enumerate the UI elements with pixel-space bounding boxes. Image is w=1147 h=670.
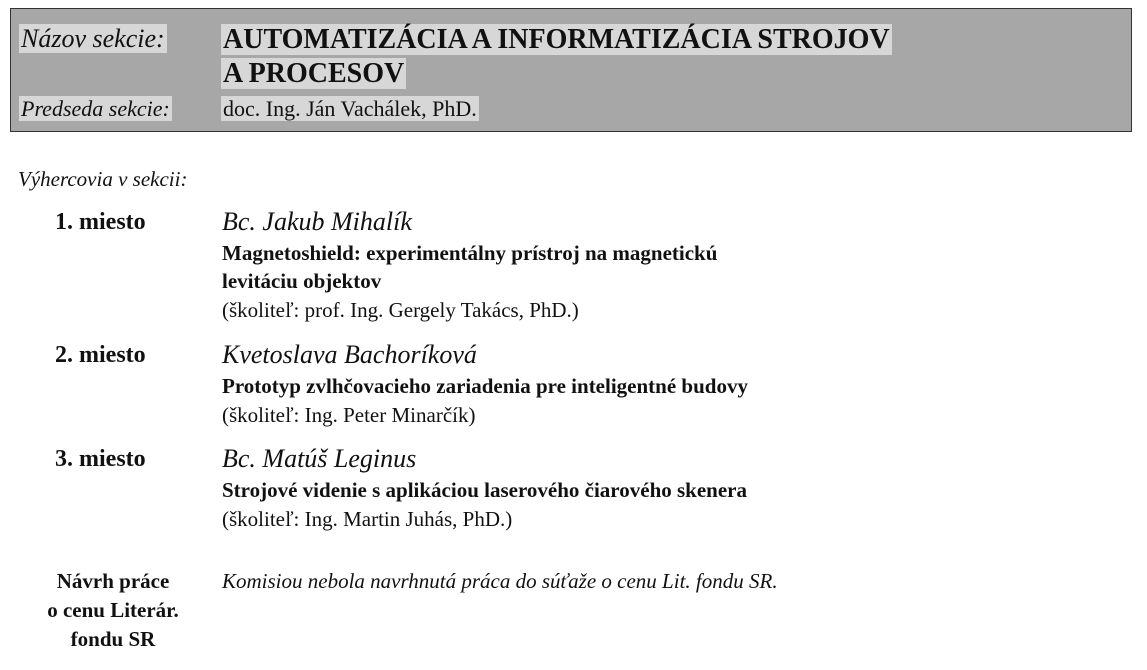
section-name — [221, 23, 892, 91]
section-name-line-1: AUTOMATIZÁCIA A INFORMATIZÁCIA STROJOV — [223, 24, 890, 55]
winner-title-line-1: Magnetoshield: experimentálny prístroj na magnetickú — [222, 241, 718, 265]
winner-name: Bc. Matúš Leginus — [222, 444, 417, 473]
winner-supervisor: (školiteľ: Ing. Peter Minarčík) — [222, 403, 476, 427]
section-name-label: Názov sekcie: — [21, 24, 165, 53]
winner-title-line-1: Strojové videnie s aplikáciou laserového čiarového skenera — [222, 478, 747, 502]
winner-entry-2 — [222, 338, 1122, 430]
section-chair-label: Predseda sekcie: — [21, 96, 170, 121]
winner-supervisor: (školiteľ: Ing. Martin Juhás, PhD.) — [222, 507, 513, 531]
winner-entry-1 — [222, 205, 1122, 325]
winner-supervisor: (školiteľ: prof. Ing. Gergely Takács, PhD.) — [222, 298, 579, 322]
winners-heading: Výhercovia v sekcii: — [18, 167, 188, 191]
place-label-3: 3. miesto — [55, 446, 146, 472]
winner-title-line-1: Prototyp zvlhčovacieho zariadenia pre inteligentné budovy — [222, 374, 748, 398]
winner-name: Bc. Jakub Mihalík — [222, 207, 412, 236]
literary-fund-proposal-label: Návrh práce o cenu Literár. fondu SR — [47, 569, 179, 651]
winner-title-line-2: levitáciu objektov — [222, 269, 382, 293]
section-chair-name: doc. Ing. Ján Vachálek, PhD. — [223, 96, 477, 121]
winner-name: Kvetoslava Bachoríková — [222, 340, 477, 369]
place-label-1: 1. miesto — [55, 209, 146, 235]
section-header — [10, 8, 1132, 132]
section-name-line-2: A PROCESOV — [223, 58, 405, 89]
place-label-2: 2. miesto — [55, 342, 146, 368]
winner-entry-3 — [222, 442, 1122, 534]
literary-fund-proposal-value: Komisiou nebola navrhnutá práca do súťaže o cenu Lit. fondu SR. — [222, 569, 778, 593]
